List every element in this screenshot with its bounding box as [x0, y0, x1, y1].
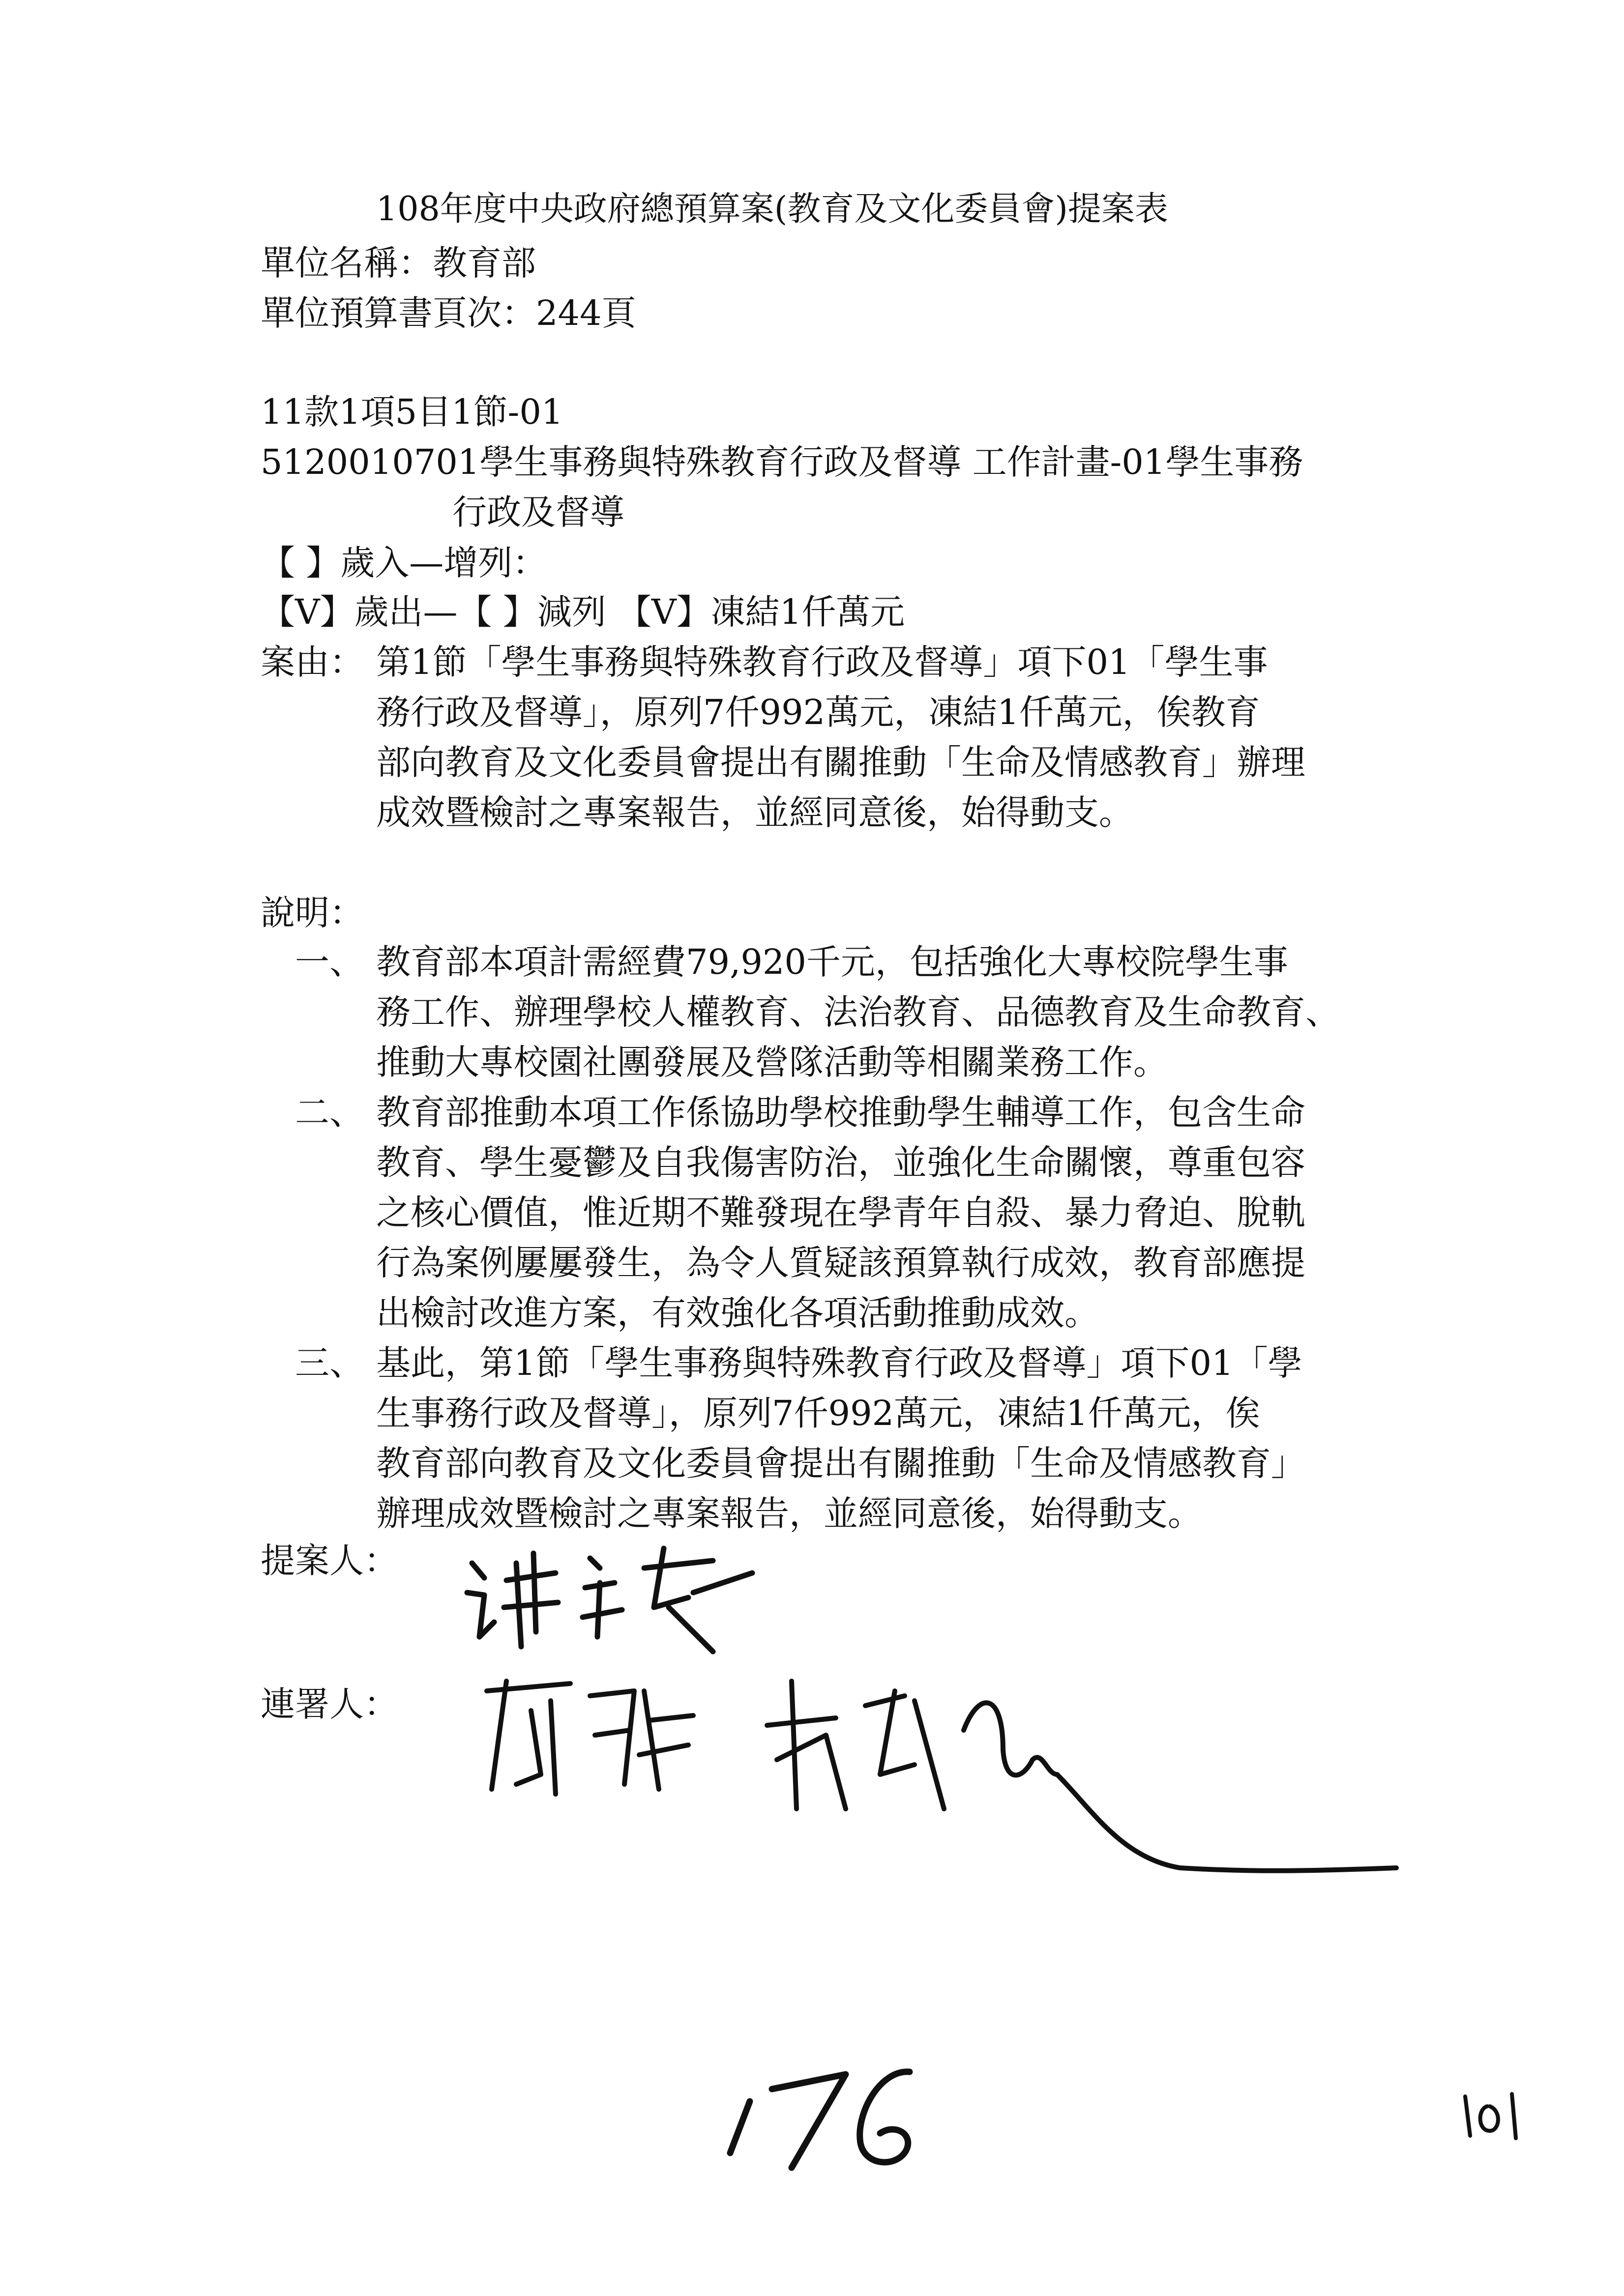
case-reason-line: 務行政及督導」，原列7仟992萬元，凍結1仟萬元，俟教育: [376, 692, 1260, 732]
explanation-line: 基此，第1節「學生事務與特殊教育行政及督導」項下01「學: [376, 1343, 1302, 1383]
proposer-label: 提案人：: [261, 1540, 398, 1581]
program-line-2: 行政及督導: [452, 492, 624, 532]
explanation-line: 行為案例屢屢發生，為令人質疑該預算執行成效，教育部應提: [376, 1243, 1305, 1283]
document-title: 108年度中央政府總預算案(教育及文化委員會)提案表: [376, 190, 1168, 229]
explanation-line: 推動大專校園社團發展及營隊活動等相關業務工作。: [376, 1042, 1168, 1082]
case-reason-line: 成效暨檢討之專案報告，並經同意後，始得動支。: [376, 792, 1133, 833]
budget-page: 單位預算書頁次：244頁: [261, 293, 636, 333]
proposer-signature: [457, 1534, 801, 1663]
handwritten-page-number: [713, 2055, 949, 2184]
explanation-marker: 三、: [295, 1343, 364, 1383]
explanation-marker: 一、: [295, 942, 364, 982]
explanation-line: 生事務行政及督導」，原列7仟992萬元，凍結1仟萬元，俟: [376, 1393, 1260, 1433]
case-reason-label: 案由：: [261, 642, 364, 682]
explanation-line: 教育、學生憂鬱及自我傷害防治，並強化生命關懷，尊重包容: [376, 1142, 1305, 1183]
explanation-line: 教育部向教育及文化委員會提出有關推動「生命及情感教育」: [376, 1443, 1305, 1483]
explanation-line: 之核心價值，惟近期不難發現在學青年自殺、暴力脅迫、脫軌: [376, 1192, 1305, 1233]
case-reason-line: 部向教育及文化委員會提出有關推動「生命及情感教育」辦理: [376, 742, 1305, 783]
unit-name: 單位名稱：教育部: [261, 243, 536, 283]
expenditure-option: 【V】歲出—【 】減列 【V】凍結1仟萬元: [261, 592, 905, 632]
case-reason-line: 第1節「學生事務與特殊教育行政及督導」項下01「學生事: [376, 642, 1268, 682]
explanation-label: 說明：: [261, 893, 364, 933]
explanation-line: 教育部本項計需經費79,920千元，包括強化大專校院學生事: [376, 942, 1288, 982]
explanation-line: 出檢討改進方案，有效強化各項活動推動成效。: [376, 1293, 1099, 1333]
corner-mark: [1458, 2089, 1527, 2145]
explanation-line: 辦理成效暨檢討之專案報告，並經同意後，始得動支。: [376, 1493, 1202, 1534]
explanation-line: 務工作、辦理學校人權教育、法治教育、品德教育及生命教育、: [376, 992, 1340, 1032]
cosigner-signature: [472, 1661, 1406, 1909]
explanation-marker: 二、: [295, 1092, 364, 1133]
explanation-line: 教育部推動本項工作係協助學校推動學生輔導工作，包含生命: [376, 1092, 1305, 1133]
revenue-option: 【 】歲入—增列：: [261, 543, 547, 583]
cosigner-label: 連署人：: [261, 1684, 398, 1724]
program-line-1: 5120010701學生事務與特殊教育行政及督導 工作計畫-01學生事務: [261, 442, 1303, 482]
section-code: 11款1項5目1節-01: [261, 392, 563, 432]
